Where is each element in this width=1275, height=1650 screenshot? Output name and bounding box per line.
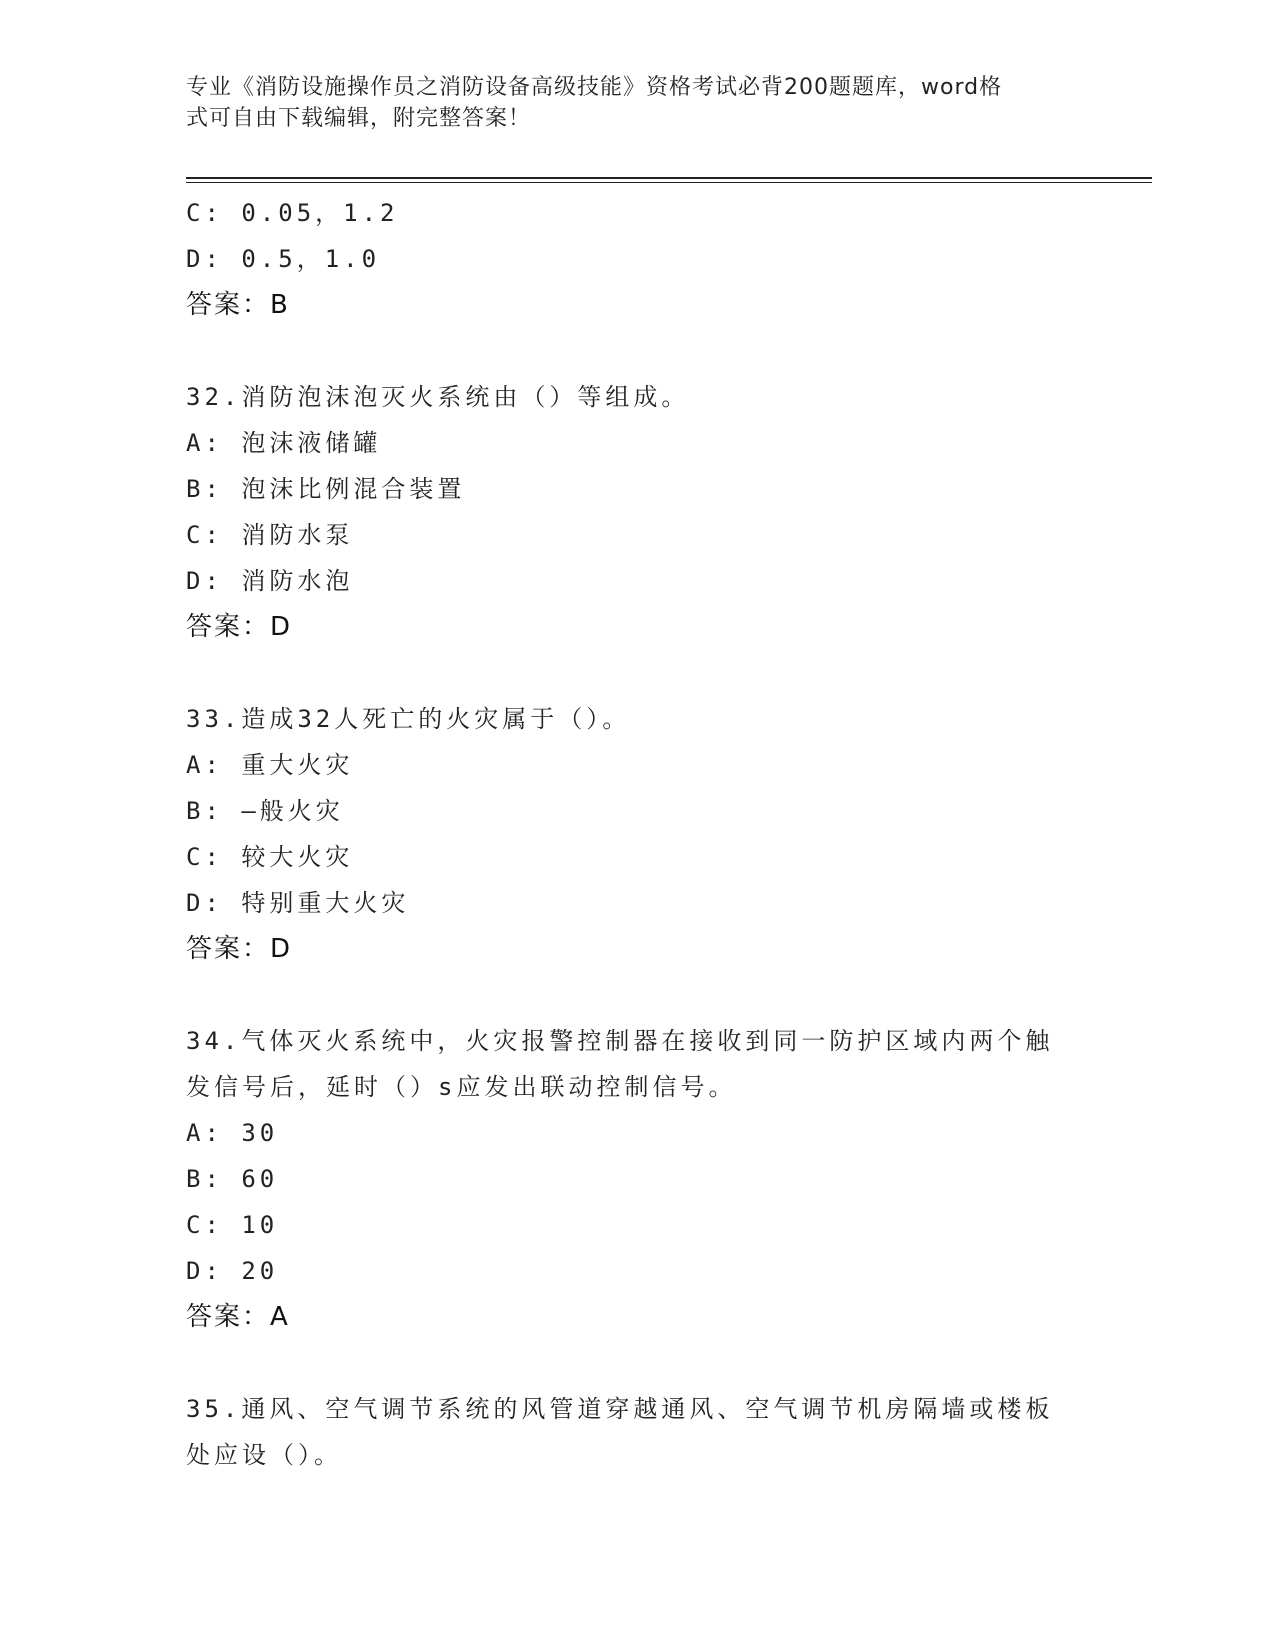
- header-title-line-1: 专业《消防设施操作员之消防设备高级技能》资格考试必背200题题库，word格: [186, 75, 1003, 100]
- option-b: B: —般火灾: [186, 797, 344, 825]
- question-34: [186, 1018, 1086, 1340]
- spacer: [186, 650, 1086, 696]
- spacer: [186, 328, 1086, 374]
- option-c: C: 10: [186, 1211, 279, 1239]
- option-a: A: 30: [186, 1119, 279, 1147]
- question-31: [186, 190, 1086, 328]
- question-stem-line-2: 处应设（）。: [186, 1441, 342, 1469]
- answer: 答案：D: [186, 934, 293, 964]
- question-32: [186, 374, 1086, 650]
- question-stem-line-1: 35.通风、空气调节系统的风管道穿越通风、空气调节机房隔墙或楼板: [186, 1395, 1054, 1423]
- spacer: [186, 1340, 1086, 1386]
- question-stem-line-1: 34.气体灭火系统中，火灾报警控制器在接收到同一防护区域内两个触: [186, 1027, 1054, 1055]
- question-stem: 33.造成32人死亡的火灾属于（）。: [186, 705, 631, 733]
- document-header: [186, 72, 1086, 134]
- option-c: C: 消防水泵: [186, 521, 354, 549]
- header-divider-thick: [186, 177, 1152, 179]
- answer: 答案：D: [186, 612, 293, 642]
- option-c: C: 0.05，1.2: [186, 199, 399, 227]
- question-35: [186, 1386, 1086, 1478]
- option-c: C: 较大火灾: [186, 843, 354, 871]
- question-stem: 32.消防泡沫泡灭火系统由（）等组成。: [186, 383, 690, 411]
- answer: 答案：B: [186, 290, 290, 320]
- option-d: D: 0.5，1.0: [186, 245, 381, 273]
- header-title-line-2: 式可自由下载编辑，附完整答案！: [186, 106, 532, 131]
- header-divider-thin: [186, 182, 1152, 183]
- option-a: A: 泡沫液储罐: [186, 429, 382, 457]
- option-d: D: 特别重大火灾: [186, 889, 410, 917]
- option-b: B: 60: [186, 1165, 279, 1193]
- spacer: [186, 972, 1086, 1018]
- option-b: B: 泡沫比例混合装置: [186, 475, 466, 503]
- option-a: A: 重大火灾: [186, 751, 354, 779]
- question-stem-line-2: 发信号后，延时（）s应发出联动控制信号。: [186, 1073, 737, 1101]
- option-d: D: 20: [186, 1257, 279, 1285]
- question-list: [186, 190, 1086, 1478]
- answer: 答案：A: [186, 1302, 290, 1332]
- option-d: D: 消防水泡: [186, 567, 354, 595]
- question-33: [186, 696, 1086, 972]
